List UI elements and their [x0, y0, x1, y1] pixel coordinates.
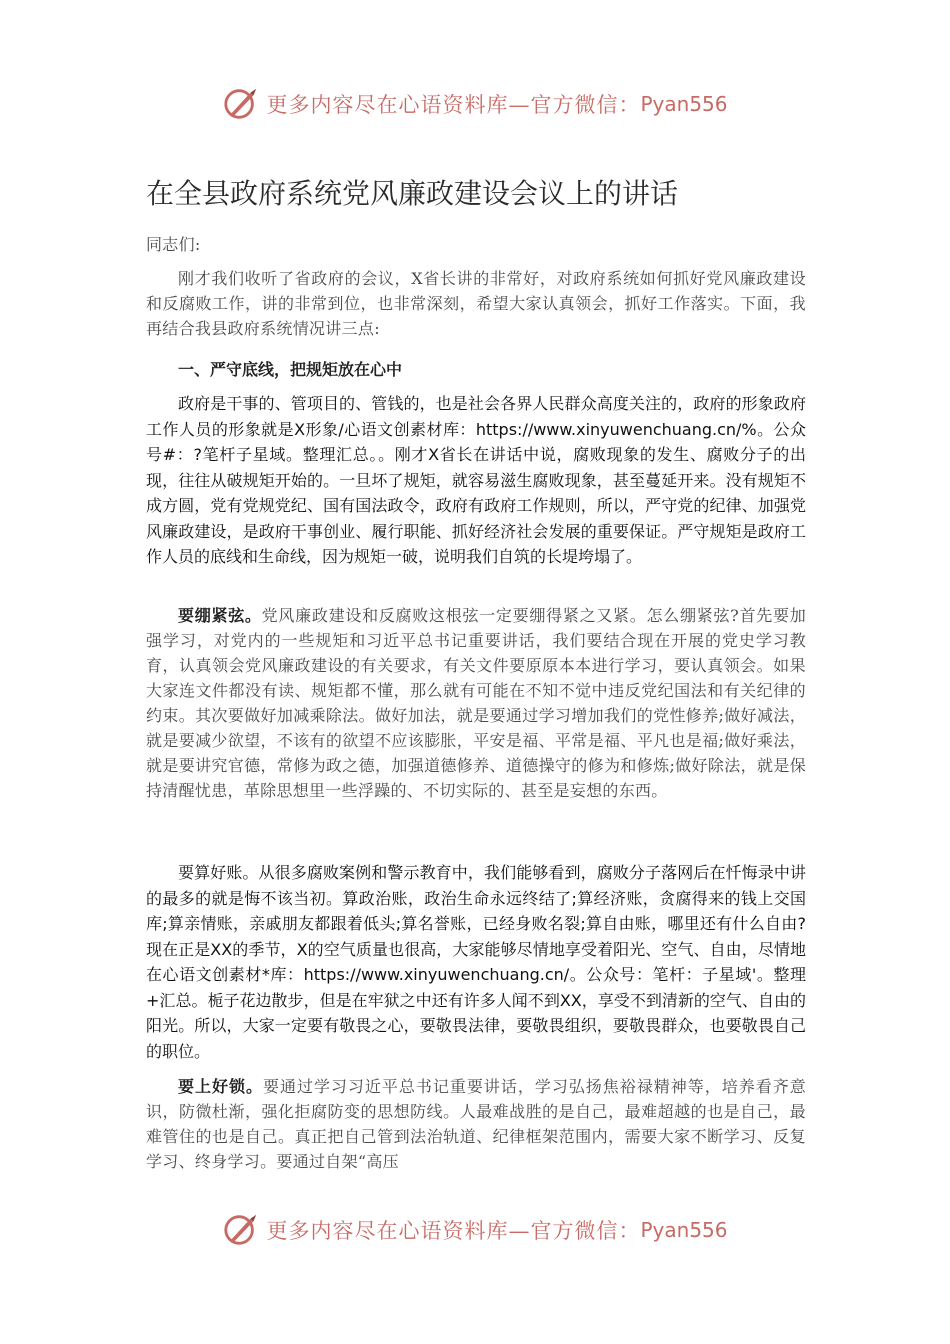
watermark-id: Pyan556 — [640, 1218, 728, 1242]
section1-paragraph: 政府是干事的、管项目的、管钱的，也是社会各界人民群众高度关注的，政府的形象政府工作人员的形象就是X形象/心语文创素材库：https://www.xinyuwenchuang.cn/%。公众号#：?笔杆子星域。整理汇总。。刚才X省长在讲话中说，腐败现象的发生、腐败分子的出现，往往从破规矩开始的。一旦坏了规矩，就容易滋生腐败现象，甚至蔓延开来。没有规矩不成方圆，党有党规党纪、国有国法政令，政府有政府工作规则，所以，严守党的纪律、加强党风廉政建设，是政府干事创业、履行职能、抓好经济社会发展的重要保证。严守规矩是政府工作人员的底线和生命线，因为规矩一破，说明我们自筑的长堤垮塌了。 — [146, 394, 806, 566]
tight-string-lead: 要绷紧弦。 — [178, 606, 262, 625]
tight-string-paragraph — [146, 603, 806, 803]
watermark-footer — [0, 1208, 950, 1252]
lock-body: 要通过学习习近平总书记重要讲话，学习弘扬焦裕禄精神等，培养看齐意识，防微杜渐，强化拒腐防变的思想防线。人最难战胜的是自己，最难超越的也是自己，最难管住的也是自己。真正把自己管到法治轨道、纪律框架范围内，需要大家不断学习、反复学习、终身学习。要通过自架“高压 — [146, 1077, 806, 1171]
lock-paragraph — [146, 1074, 806, 1174]
watermark-header — [0, 82, 950, 126]
section-heading-1: 一、严守底线，把规矩放在心中 — [178, 360, 403, 379]
quill-logo-icon — [222, 1211, 260, 1249]
salutation: 同志们: — [146, 235, 201, 254]
tight-string-body: 党风廉政建设和反腐败这根弦一定要绷得紧之又紧。怎么绷紧弦?首先要加强学习，对党内的一些规矩和习近平总书记重要讲话，我们要结合现在开展的党史学习教育，认真领会党风廉政建设的有关要求，有关文件要原原本本进行学习，要认真领会。如果大家连文件都没有读、规矩都不懂，那么就有可能在不知不觉中违反党纪国法和有关纪律的约束。其次要做好加减乘除法。做好加法，就是要通过学习增加我们的党性修养;做好减法，就是要减少欲望，不该有的欲望不应该膨胀，平安是福、平常是福、平凡也是福;做好乘法，就是要讲究官德，常修为政之德，加强道德修养、道德操守的修为和修炼;做好除法，就是保持清醒忧患，革除思想里一些浮躁的、不切实际的、甚至是妄想的东西。 — [146, 606, 806, 800]
lock-lead: 要上好锁。 — [178, 1077, 263, 1096]
document-title: 在全县政府系统党风廉政建设会议上的讲话 — [146, 177, 679, 210]
quill-logo-icon — [222, 85, 260, 123]
watermark-text: 更多内容尽在心语资料库—官方微信： — [266, 93, 641, 117]
watermark-id: Pyan556 — [640, 92, 728, 116]
account-paragraph: 要算好账。从很多腐败案例和警示教育中，我们能够看到，腐败分子落网后在忏悔录中讲的最多的就是悔不该当初。算政治账，政治生命永远终结了;算经济账，贪腐得来的钱上交国库;算亲情账，亲戚朋友都跟着低头;算名誉账，已经身败名裂;算自由账，哪里还有什么自由?现在正是XX的季节，X的空气质量也很高，大家能够尽情地享受着阳光、空气、自由，尽情地在心语文创素材*库：https://www.xinyuwenchuang.cn/。公众号：笔杆：子星域'。整理+汇总。栀子花边散步，但是在牢狱之中还有许多人闻不到XX，享受不到清新的空气、自由的阳光。所以，大家一定要有敬畏之心，要敬畏法律，要敬畏组织，要敬畏群众，也要敬畏自己的职位。 — [146, 863, 806, 1061]
intro-paragraph: 刚才我们收听了省政府的会议，X省长讲的非常好，对政府系统如何抓好党风廉政建设和反腐败工作，讲的非常到位，也非常深刻，希望大家认真领会，抓好工作落实。下面，我再结合我县政府系统情况讲三点: — [146, 269, 806, 338]
watermark-text: 更多内容尽在心语资料库—官方微信： — [266, 1219, 641, 1243]
